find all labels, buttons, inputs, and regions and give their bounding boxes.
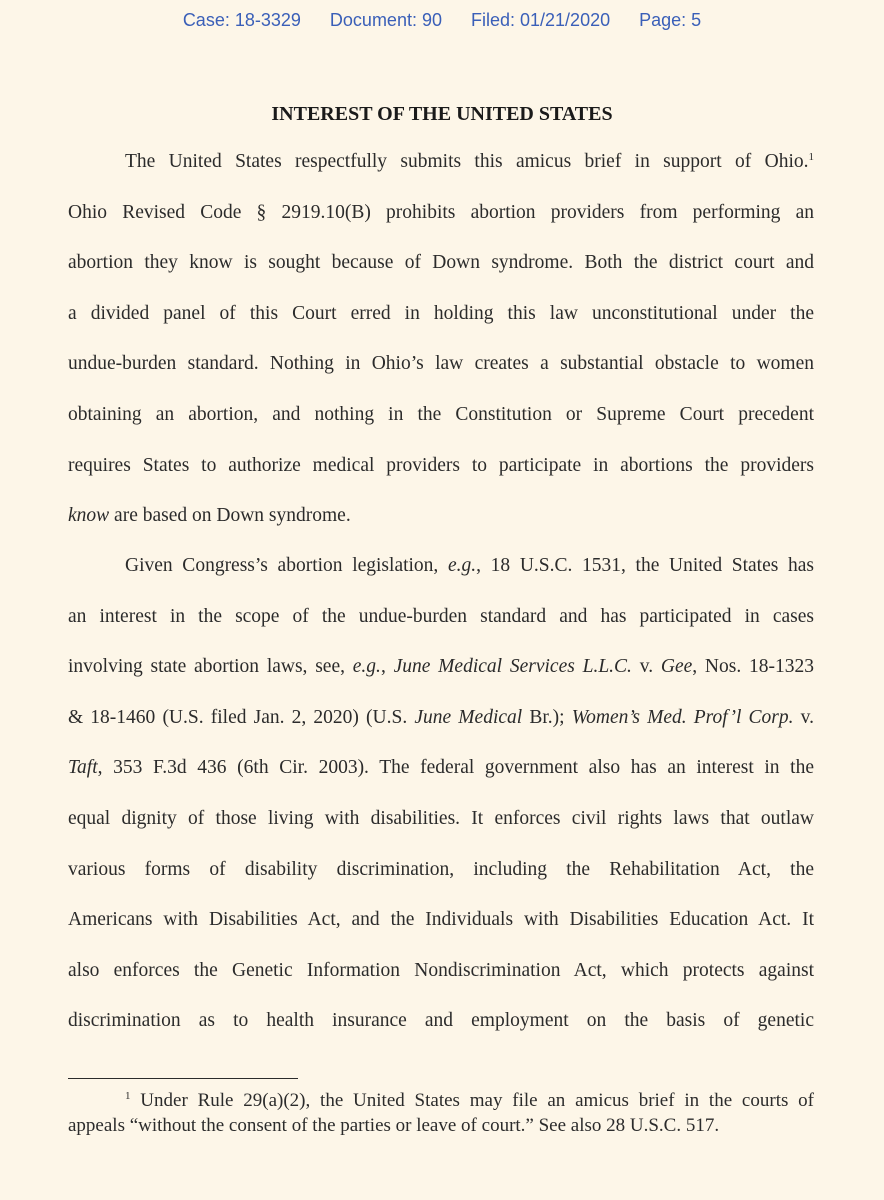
paragraph-1-line: obtaining an abortion, and nothing in the Constitution or Supreme Court precedent — [68, 403, 814, 425]
footnote-1 — [68, 1088, 814, 1138]
paragraph-2-line: discrimination as to health insurance and employment on the basis of genetic — [68, 1010, 814, 1032]
paragraph-1 — [68, 137, 814, 542]
case-citation: June Medical Services L.L.C. — [393, 656, 632, 678]
footnote-line: appeals “without the consent of the parties or leave of court.” See also 28 U.S.C. 517. — [68, 1115, 720, 1136]
paragraph-2-line: various forms of disability discrimination, including the Rehabilitation Act, the — [68, 858, 814, 880]
paragraph-1-line: undue-burden standard. Nothing in Ohio’s law creates a substantial obstacle to women — [68, 353, 814, 375]
paragraph-2-line: also enforces the Genetic Information Nondiscrimination Act, which protects against — [68, 959, 814, 981]
case-citation: June Medical — [414, 706, 523, 728]
case-citation: Taft — [68, 757, 98, 779]
paragraph-2-line: involving state abortion laws, see, e.g., June Medical Services L.L.C. v. Gee, Nos. 18-1323 — [68, 656, 814, 678]
paragraph-2-line: Taft, 353 F.3d 436 (6th Cir. 2003). The federal government also has an interest in the — [68, 757, 814, 779]
paragraph-1-line: abortion they know is sought because of Down syndrome. Both the district court and — [68, 252, 814, 274]
emphasis-know: know — [68, 505, 110, 527]
document-number: Document: 90 — [329, 10, 442, 30]
paragraph-1-line: know are based on Down syndrome. — [68, 505, 351, 527]
paragraph-2-line: an interest in the scope of the undue-burden standard and has participated in cases — [68, 605, 814, 627]
case-header — [0, 10, 884, 31]
section-title: INTEREST OF THE UNITED STATES — [271, 103, 613, 125]
filed-date: Filed: 01/21/2020 — [471, 10, 611, 30]
paragraph-1-line: requires States to authorize medical providers to participate in abortions the providers — [68, 454, 814, 476]
footnote-separator — [68, 1078, 298, 1079]
paragraph-2 — [68, 541, 814, 1047]
page-number: Page: 5 — [639, 10, 702, 30]
paragraph-1-line: The United States respectfully submits this amicus brief in support of Ohio.$^1$ — [125, 151, 814, 172]
paragraph-1-line: a divided panel of this Court erred in holding this law unconstitutional under the — [68, 302, 814, 324]
case-number: Case: 18-3329 — [182, 10, 301, 30]
paragraph-2-line: equal dignity of those living with disabilities. It enforces civil rights laws that outlaw — [68, 807, 814, 829]
footnote-ref[interactable]: 1 — [808, 151, 814, 163]
paragraph-2-line: Given Congress’s abortion legislation, e.g., 18 U.S.C. 1531, the United States has — [125, 555, 814, 576]
case-citation: Women’s Med. Prof’l Corp. — [571, 706, 794, 728]
footnote-line: $^1$ Under Rule 29(a)(2), the United States may file an amicus brief in the courts of — [125, 1090, 814, 1111]
paragraph-2-line: Americans with Disabilities Act, and the Individuals with Disabilities Education Act. It — [68, 909, 814, 931]
paragraph-1-line: Ohio Revised Code § 2919.10(B) prohibits abortion providers from performing an — [68, 201, 814, 223]
footnote-marker: 1 — [125, 1090, 131, 1102]
paragraph-2-line: & 18-1460 (U.S. filed Jan. 2, 2020) (U.S. June Medical Br.); Women’s Med. Prof’l Corp. v. — [68, 706, 815, 728]
